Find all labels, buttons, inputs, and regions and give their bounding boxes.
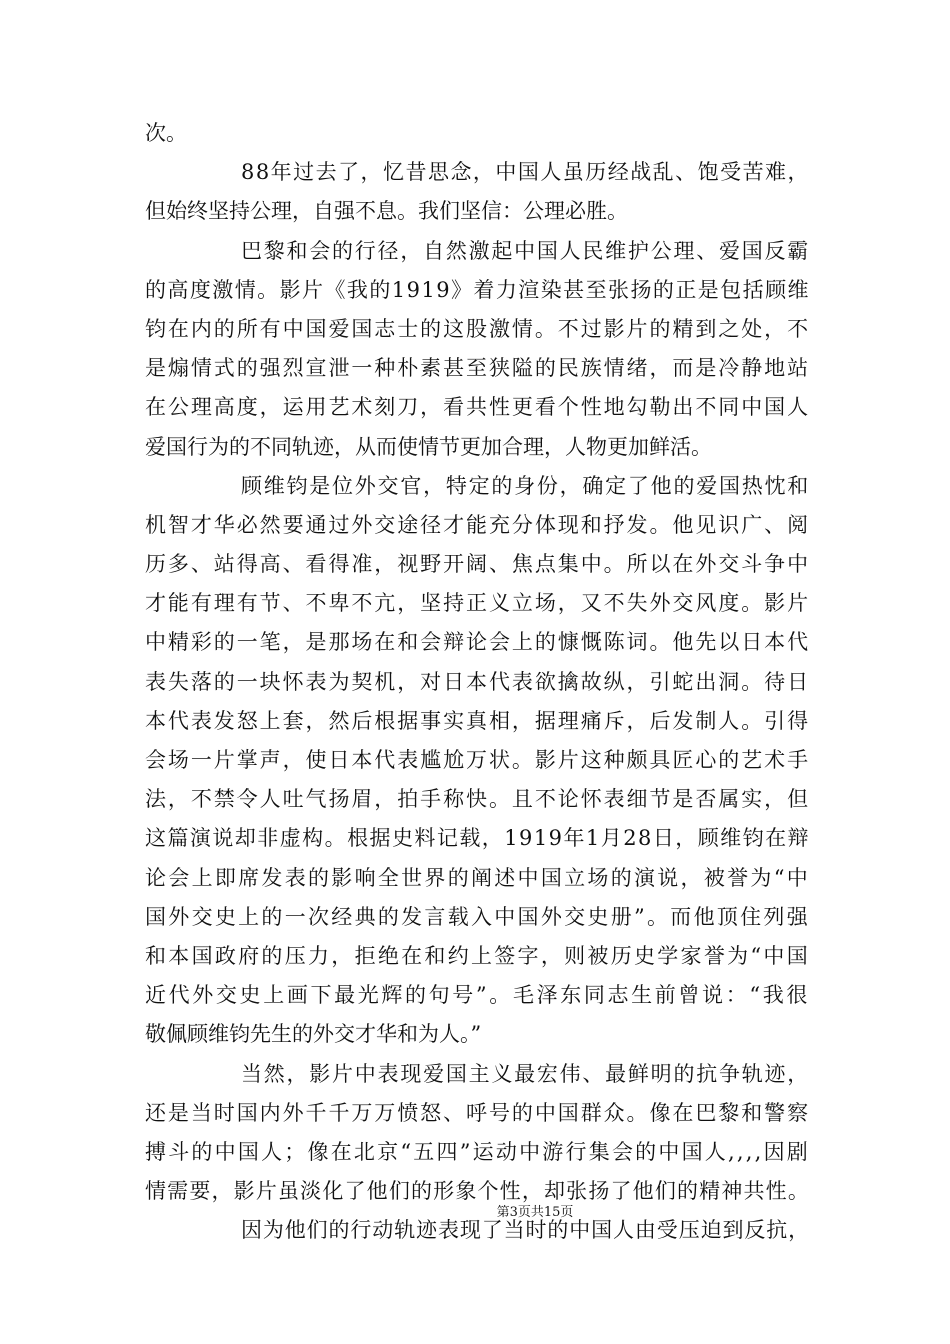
text-line: 中精彩的一笔，是那场在和会辩论会上的慷慨陈词。他先以日本代 [145,630,810,655]
text-line: 因为他们的行动轨迹表现了当时的中国人由受压迫到反抗， [241,1218,810,1243]
text-line: 历多、站得高、看得准，视野开阔、焦点集中。所以在外交斗争中 [145,552,810,577]
text-line: 本代表发怒上套，然后根据事实真相，据理痛斥，后发制人。引得 [145,708,810,733]
text-line: 法，不禁令人吐气扬眉，拍手称快。且不论怀表细节是否属实，但 [145,787,810,812]
text-line: 这篇演说却非虚构。根据史料记载，1919年1月28日，顾维钧在辩 [145,826,810,851]
text-line: 还是当时国内外千千万万愤怒、呼号的中国群众。像在巴黎和警察 [145,1100,810,1125]
text-line: 国外交史上的一次经典的发言载入中国外交史册”。而他顶住列强 [145,904,810,929]
text-line: 顾维钧是位外交官，特定的身份，确定了他的爱国热忱和 [241,473,810,498]
text-line: 机智才华必然要通过外交途径才能充分体现和抒发。他见识广、阅 [145,512,810,537]
text-line: 88年过去了，忆昔思念，中国人虽历经战乱、饱受苦难， [241,160,810,185]
text-line: 敬佩顾维钧先生的外交才华和为人。” [145,1022,482,1047]
text-line: 的高度激情。影片《我的1919》着力渲染甚至张扬的正是包括顾维 [145,277,810,302]
text-line: 会场一片掌声，使日本代表尴尬万状。影片这种颇具匠心的艺术手 [145,748,810,772]
text-line: 近代外交史上画下最光辉的句号”。毛泽东同志生前曾说：“我很 [145,983,810,1008]
text-line: 才能有理有节、不卑不亢，坚持正义立场，又不失外交风度。影片 [145,591,810,616]
body-text [145,114,810,1250]
text-line: 在公理高度，运用艺术刻刀，看共性更看个性地勾勒出不同中国人 [145,395,810,420]
text-line: 钧在内的所有中国爱国志士的这股激情。不过影片的精到之处，不 [145,316,810,341]
text-line: 爱国行为的不同轨迹，从而使情节更加合理，人物更加鲜活。 [145,434,712,459]
text-line: 巴黎和会的行径，自然激起中国人民维护公理、爱国反霸 [241,238,810,263]
text-line: 论会上即席发表的影响全世界的阐述中国立场的演说，被誉为“中 [145,865,810,890]
text-line: 是煽情式的强烈宣泄一种朴素甚至狭隘的民族情绪，而是冷静地站 [145,356,810,381]
text-line: 和本国政府的压力，拒绝在和约上签字，则被历史学家誉为“中国 [145,943,810,968]
text-line: 情需要，影片虽淡化了他们的形象个性，却张扬了他们的精神共性。 [145,1179,810,1204]
text-line: 搏斗的中国人；像在北京“五四”运动中游行集会的中国人,,,,因剧 [145,1139,810,1164]
text-line: 表失落的一块怀表为契机，对日本代表欲擒故纵，引蛇出洞。待日 [145,669,810,694]
text-line: 当然，影片中表现爱国主义最宏伟、最鲜明的抗争轨迹， [241,1061,810,1086]
text-line: 次。 [145,121,187,145]
page-footer: 第3页共15页 [496,1205,574,1220]
text-line: 但始终坚持公理，自强不息。我们坚信：公理必胜。 [145,199,628,224]
